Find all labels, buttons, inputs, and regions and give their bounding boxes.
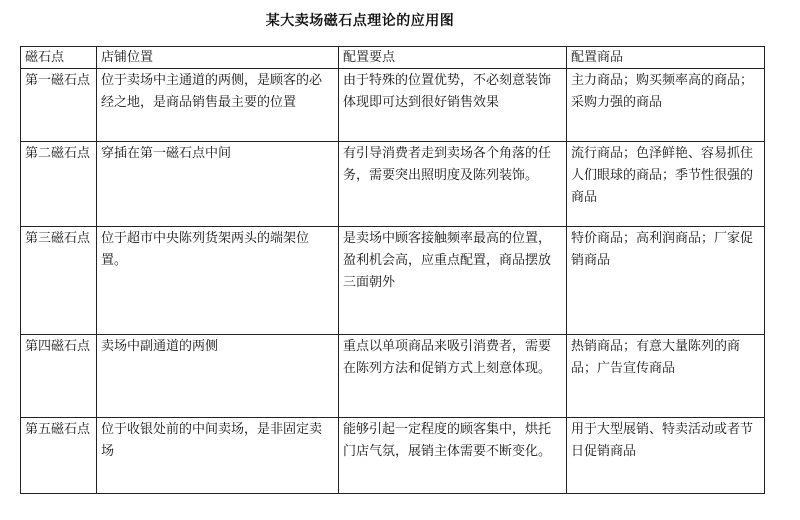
cell-key-points: 由于特殊的位置优势，不必刻意装饰体现即可达到很好销售效果 <box>339 69 567 142</box>
cell-magnet-point: 第五磁石点 <box>21 418 97 494</box>
cell-key-points: 能够引起一定程度的顾客集中，烘托门店气氛，展销主体需要不断变化。 <box>339 418 567 494</box>
cell-store-location: 位于卖场中主通道的两侧，是顾客的必经之地，是商品销售最主要的位置 <box>97 69 339 142</box>
cell-key-points: 有引导消费者走到卖场各个角落的任务，需要突出照明度及陈列装饰。 <box>339 142 567 227</box>
table-header-row <box>21 47 765 69</box>
cell-magnet-point: 第二磁石点 <box>21 142 97 227</box>
table-row <box>21 227 765 335</box>
cell-products: 用于大型展销、特卖活动或者节日促销商品 <box>567 418 765 494</box>
cell-store-location: 卖场中副通道的两侧 <box>97 335 339 418</box>
cell-products: 热销商品；有意大量陈列的商品；广告宣传商品 <box>567 335 765 418</box>
cell-key-points: 是卖场中顾客接触频率最高的位置，盈利机会高，应重点配置，商品摆放三面朝外 <box>339 227 567 335</box>
cell-magnet-point: 第三磁石点 <box>21 227 97 335</box>
cell-key-points: 重点以单项商品来吸引消费者，需要在陈列方法和促销方式上刻意体现。 <box>339 335 567 418</box>
magnet-point-table <box>20 46 765 494</box>
cell-store-location: 位于收银处前的中间卖场，是非固定卖场 <box>97 418 339 494</box>
cell-products: 流行商品；色泽鲜艳、容易抓住人们眼球的商品；季节性很强的商品 <box>567 142 765 227</box>
cell-store-location: 穿插在第一磁石点中间 <box>97 142 339 227</box>
cell-products: 特价商品；高利润商品；厂家促销商品 <box>567 227 765 335</box>
cell-store-location: 位于超市中央陈列货架两头的端架位置。 <box>97 227 339 335</box>
table-row <box>21 335 765 418</box>
cell-magnet-point: 第一磁石点 <box>21 69 97 142</box>
header-magnet-point: 磁石点 <box>21 47 97 69</box>
table-row <box>21 142 765 227</box>
header-products: 配置商品 <box>567 47 765 69</box>
cell-products: 主力商品；购买频率高的商品；采购力强的商品 <box>567 69 765 142</box>
header-key-points: 配置要点 <box>339 47 567 69</box>
cell-magnet-point: 第四磁石点 <box>21 335 97 418</box>
table-row <box>21 69 765 142</box>
page-title: 某大卖场磁石点理论的应用图 <box>265 13 455 29</box>
table-row <box>21 418 765 494</box>
header-store-location: 店铺位置 <box>97 47 339 69</box>
